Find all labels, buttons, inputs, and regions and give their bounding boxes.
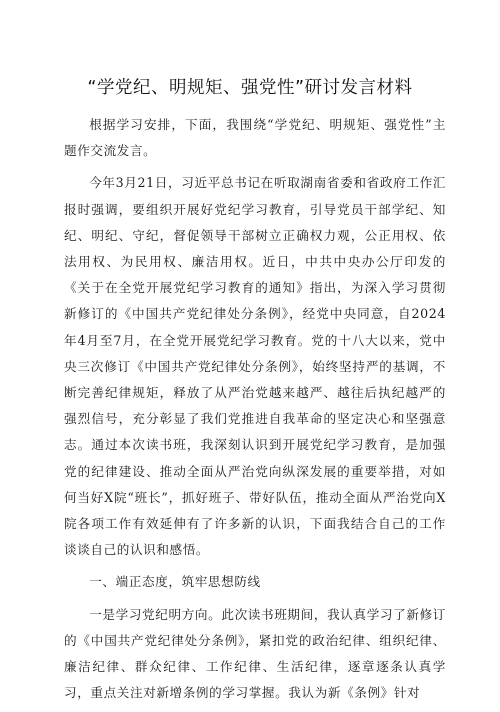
section-paragraph: 一是学习党纪明方向。此次读书班期间，我认真学习了新修订的《中国共产党纪律处分条例》，紧扣党的政治纪律、组织纪律、廉洁纪律、群众纪律、工作纪律、生活纪律，逐章逐条认真学习，重点关注对新增条例的学习掌握。我认为新《条例》针对 bbox=[64, 606, 446, 701]
document-body bbox=[64, 112, 446, 712]
document-title: “学党纪、明规矩、强党性”研讨发言材料 bbox=[87, 78, 413, 98]
background-paragraph: 今年3月21日，习近平总书记在听取湖南省委和省政府工作汇报时强调，要组织开展好党纪学习教育，引导党员干部学纪、知纪、明纪、守纪，督促领导干部树立正确权力观，公正用权、依法用权、为民用权、廉洁用权。近日，中共中央办公厅印发的《关于在全党开展党纪学习教育的通知》指出，为深入学习贯彻新修订的《中国共产党纪律处分条例》，经党中央同意，自2024年4月至7月，在全党开展党纪学习教育。党的十八大以来，党中央三次修订《中国共产党纪律处分条例》，始终坚持严的基调，不断完善纪律规矩，释放了从严治党越来越严、越往后执纪越严的强烈信号，充分彰显了我们党推进自我革命的坚定决心和坚强意志。通过本次读书班，我深刻认识到开展党纪学习教育，是加强党的纪律建设、推动全面从严治党向纵深发展的重要举措，对如何当好X院“班长”，抓好班子、带好队伍，推动全面从严治党向X院各项工作有效延伸有了许多新的认识，下面我结合自己的工作谈谈自己的认识和感悟。 bbox=[64, 175, 446, 558]
intro-paragraph: 根据学习安排，下面，我围绕“学党纪、明规矩、强党性”主题作交流发言。 bbox=[64, 117, 446, 159]
section-heading: 一、端正态度，筑牢思想防线 bbox=[89, 574, 261, 590]
